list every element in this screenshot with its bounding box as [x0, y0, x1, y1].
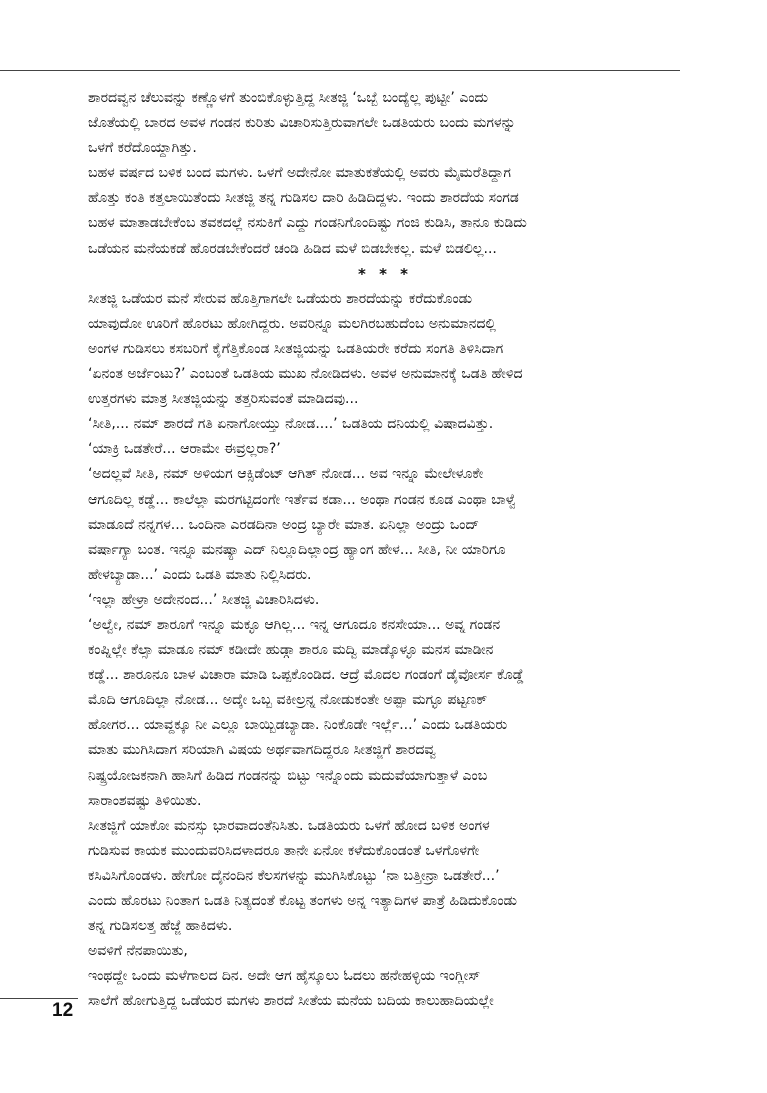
text-line: ಶಾರದವ್ವನ ಚೆಲುವನ್ನು ಕಣ್ಣೊಳಗೆ ತುಂಬಿಕೊಳ್ಳುತ್ತಿದ್ದ ಸೀತಜ್ಜಿ ‘ಒಬ್ಬೆ ಬಂದ್ಯೆಲ್ಲ ಪುಟ್ಟೀ’ ಎಂದು [88, 90, 489, 106]
text-line: ಕಂಪ್ನಿಲ್ಲೇ ಕೆಲ್ಸಾ ಮಾಡೂ ನಮ್ ಕಡೀದೇ ಹುಡ್ಗಾ ಶಾರೂ ಮದ್ವಿ ಮಾಡ್ಕೊಳ್ಳೂ ಮನಸ ಮಾಡೀನ [88, 642, 494, 659]
text-line: ‘ಅದಲ್ಲವೆ ಸೀತಿ, ನಮ್ ಅಳಿಯಗ ಆಕ್ಸಿಡೆಂಟ್ ಆಗಿತ್ ನೋಡ... ಅವ ಇನ್ನೂ ಮೇಲೇಳೂಕೇ [88, 466, 484, 483]
section-separator: * * * [358, 264, 412, 283]
text-line: ಒಳಗೆ ಕರೆದೊಯ್ದಾಗಿತ್ತು. [88, 140, 197, 157]
header-rule [0, 70, 680, 71]
text-line: ಅಂಗಳ ಗುಡಿಸಲು ಕಸಬರಿಗೆ ಕೈಗೆತ್ತಿಕೊಂಡ ಸೀತಜ್ಜಿಯನ್ನು ಒಡತಿಯರೇ ಕರೆದು ಸಂಗತಿ ತಿಳಿಸಿದಾಗ [88, 340, 504, 357]
text-line: ಮಾತು ಮುಗಿಸಿದಾಗ ಸರಿಯಾಗಿ ವಿಷಯ ಅರ್ಥವಾಗದಿದ್ದರೂ ಸೀತಜ್ಜಿಗೆ ಶಾರದವ್ವ [88, 742, 436, 759]
text-line: ಹೋಗರ... ಯಾವ್ದಕ್ಕೂ ನೀ ಎಲ್ಲೂ ಬಾಯ್ಬಿಡಬ್ಯಾಡಾ. ನಿಂಕೊಡೇ ಇರ್ಲ್ಲೆ...’ ಎಂದು ಒಡತಿಯರು [88, 717, 508, 734]
text-line: ಯಾವುದೋ ಊರಿಗೆ ಹೊರಟು ಹೋಗಿದ್ದರು. ಅವರಿನ್ನೂ ಮಲಗಿರಬಹುದೆಂಬ ಅನುಮಾನದಲ್ಲಿ [88, 315, 496, 332]
text-line: ಅವಳಿಗೆ ನೆನಪಾಯಿತು, [88, 943, 188, 960]
text-line: ಸಾಲೆಗೆ ಹೋಗುತ್ತಿದ್ದ ಒಡೆಯರ ಮಗಳು ಶಾರದೆ ಸೀತೆಯ ಮನೆಯ ಬದಿಯ ಕಾಲುಹಾದಿಯಲ್ಲೇ [88, 993, 494, 1010]
text-line: ಜೊತೆಯಲ್ಲಿ ಬಾರದ ಅವಳ ಗಂಡನ ಕುರಿತು ವಿಚಾರಿಸುತ್ತಿರುವಾಗಲೇ ಒಡತಿಯರು ಬಂದು ಮಗಳನ್ನು [88, 115, 516, 132]
text-line: ಸೀತಜ್ಜಿ ಒಡೆಯರ ಮನೆ ಸೇರುವ ಹೊತ್ತಿಗಾಗಲೇ ಒಡೆಯರು ಶಾರದೆಯನ್ನು ಕರೆದುಕೊಂಡು [88, 290, 473, 307]
text-line: ಉತ್ತರಗಳು ಮಾತ್ರ ಸೀತಜ್ಜಿಯನ್ನು ತತ್ತರಿಸುವಂತೆ ಮಾಡಿದವು... [88, 391, 359, 408]
text-line: ಸೀತಜ್ಜಿಗೆ ಯಾಕೋ ಮನಸ್ಸು ಭಾರವಾದಂತೆನಿಸಿತು. ಒಡತಿಯರು ಒಳಗೆ ಹೋದ ಬಳಿಕ ಅಂಗಳ [88, 817, 490, 834]
page-number: 12 [52, 1000, 74, 1021]
text-line: ‘ಏನಂತ ಅರ್ಜೆಂಟು?’ ಎಂಬಂತೆ ಒಡತಿಯ ಮುಖ ನೋಡಿದಳು. ಅವಳ ಅನುಮಾನಕ್ಕೆ ಒಡತಿ ಹೇಳಿದ [88, 366, 523, 383]
text-line: ಆಗೂದಿಲ್ಲ ಕಡ್ಡೆ... ಕಾಲೆಲ್ಲಾ ಮರಗಟ್ಟಿದಂಗೇ ಇರ್ತೆವ ಕಡಾ... ಅಂಥಾ ಗಂಡನ ಕೂಡ ಎಂಥಾ ಬಾಳ್ವೆ [88, 491, 517, 508]
footer-rule [0, 998, 78, 999]
text-line: ಇಂಥದ್ದೇ ಒಂದು ಮಳೆಗಾಲದ ದಿನ. ಅದೇ ಆಗ ಹೈಸ್ಕೂಲು ಓದಲು ಹನೇಹಳ್ಳಿಯ ಇಂಗ್ಲೀಸ್ [88, 968, 481, 985]
text-line: ತನ್ನ ಗುಡಿಸಲತ್ತ ಹೆಜ್ಜೆ ಹಾಕಿದಳು. [88, 918, 233, 935]
text-line: ಹೊತ್ತು ಕಂತಿ ಕತ್ತಲಾಯಿತೆಂದು ಸೀತಜ್ಜಿ ತನ್ನ ಗುಡಿಸಲ ದಾರಿ ಹಿಡಿದಿದ್ದಳು. ಇಂದು ಶಾರದೆಯ ಸಂಗಡ [88, 190, 519, 207]
text-line: ‘ಯಾಕ್ರಿ ಒಡತೇರೆ... ಆರಾಮೇ ಈವ್ರಲ್ಲರಾ?’ [88, 441, 281, 458]
text-line: ‘ಇಲ್ಲಾ ಹೇಳ್ರಾ ಅದೇನಂದ...’ ಸೀತಜ್ಜಿ ವಿಚಾರಿಸಿದಳು. [88, 591, 320, 608]
text-line: ‘ಸೀತಿ,... ನಮ್ ಶಾರದೆ ಗತಿ ಏನಾಗೋಯ್ತು ನೋಡ....’ ಒಡತಿಯ ದನಿಯಲ್ಲಿ ವಿಷಾದವಿತ್ತು. [88, 416, 494, 433]
text-line: ‘ಅಲ್ವೇ, ನಮ್ ಶಾರೂಗೆ ಇನ್ನೂ ಮಕ್ಳೂ ಆಗಿಲ್ಲ... ಇನ್ನ ಆಗೂದೂ ಕನಸೇಯಾ... ಅವ್ನ ಗಂಡನ [88, 616, 501, 633]
text-line: ಗುಡಿಸುವ ಕಾಯಕ ಮುಂದುವರಿಸಿದಳಾದರೂ ತಾನೇ ಏನೋ ಕಳೆದುಕೊಂಡಂತೆ ಒಳಗೊಳಗೇ [88, 842, 480, 859]
text-line: ಸಾರಾಂಶವಷ್ಟು ತಿಳಿಯಿತು. [88, 792, 202, 809]
text-line: ಕಡ್ಡೆ... ಶಾರೂನೂ ಬಾಳ ವಿಚಾರಾ ಮಾಡಿ ಒಪ್ಪಕೊಂಡಿದ. ಆದ್ರೆ ಮೊದಲ ಗಂಡಂಗೆ ಡೈವೋರ್ಸ ಕೊಡ್ಡೆ [88, 667, 524, 684]
text-line: ಬಹಳ ಮಾತಾಡಬೇಕೆಂಬ ತವಕದಲ್ಲೆ ನಸುಕಿಗೆ ಎದ್ದು ಗಂಡನಿಗೊಂದಿಷ್ಟು ಗಂಜಿ ಕುಡಿಸಿ, ತಾನೂ ಕುಡಿದು [88, 215, 527, 232]
text-line: ಬಹಳ ವರ್ಷದ ಬಳಿಕ ಬಂದ ಮಗಳು. ಒಳಗೆ ಅದೇನೋ ಮಾತುಕತೆಯಲ್ಲಿ ಅವರು ಮೈಮರೆತಿದ್ದಾಗ [88, 165, 511, 182]
text-line: ಹೇಳಬ್ಯಾಡಾ...’ ಎಂದು ಒಡತಿ ಮಾತು ನಿಲ್ಲಿಸಿದರು. [88, 566, 312, 583]
text-line: ನಿಷ್ಪ್ರಯೋಜಕನಾಗಿ ಹಾಸಿಗೆ ಹಿಡಿದ ಗಂಡನನ್ನು ಬಿಟ್ಟು ಇನ್ನೊಂದು ಮದುವೆಯಾಗುತ್ತಾಳೆ ಎಂಬ [88, 767, 488, 784]
body-text [88, 86, 682, 1014]
text-line: ಒಡೆಯನ ಮನೆಯಕಡೆ ಹೊರಡಬೇಕೆಂದರೆ ಚಂಡಿ ಹಿಡಿದ ಮಳೆ ಬಿಡಬೇಕಲ್ಲ. ಮಳೆ ಬಿಡಲಿಲ್ಲ... [88, 240, 497, 257]
text-line: ಮೊದಿ ಆಗೂದಿಲ್ಲಾ ನೋಡ... ಅದ್ಕೇ ಒಬ್ಬ ವಕೀಲ್ರನ್ನ ನೋಡುಕಂತೇ ಅಪ್ಪಾ ಮಗ್ಳೂ ಪಟ್ಟಣಕ್ [88, 692, 488, 709]
text-line: ವರ್ಷಾಗ್ಯಾ ಬಂತ. ಇನ್ನೂ ಮನಷ್ಯಾ ಎದ್ ನಿಲ್ಲೂದಿಲ್ಲಾಂದ್ರ ಹ್ಯಾಂಗ ಹೇಳ... ಸೀತಿ, ನೀ ಯಾರಿಗೂ [88, 541, 506, 558]
text-line: ಕಸಿವಿಸಿಗೊಂಡಳು. ಹೇಗೋ ದೈನಂದಿನ ಕೆಲಸಗಳನ್ನು ಮುಗಿಸಿಕೊಟ್ಟು ‘ನಾ ಬತ್ತೀನ್ರಾ ಒಡತೇರೆ...’ [88, 867, 500, 884]
text-line: ಎಂದು ಹೊರಟು ನಿಂತಾಗ ಒಡತಿ ನಿತ್ಯದಂತೆ ಕೊಟ್ಟ ತಂಗಳು ಅನ್ನ ಇತ್ಯಾದಿಗಳ ಪಾತ್ರೆ ಹಿಡಿದುಕೊಂಡು [88, 893, 517, 909]
text-line: ಮಾಡೂದೆ ನನ್ನಗಳ... ಒಂದಿನಾ ಎರಡದಿನಾ ಅಂದ್ರ ಬ್ಯಾರೇ ಮಾತ. ಏನಿಲ್ಲಾ ಅಂದ್ರು ಒಂದ್ [88, 516, 480, 533]
